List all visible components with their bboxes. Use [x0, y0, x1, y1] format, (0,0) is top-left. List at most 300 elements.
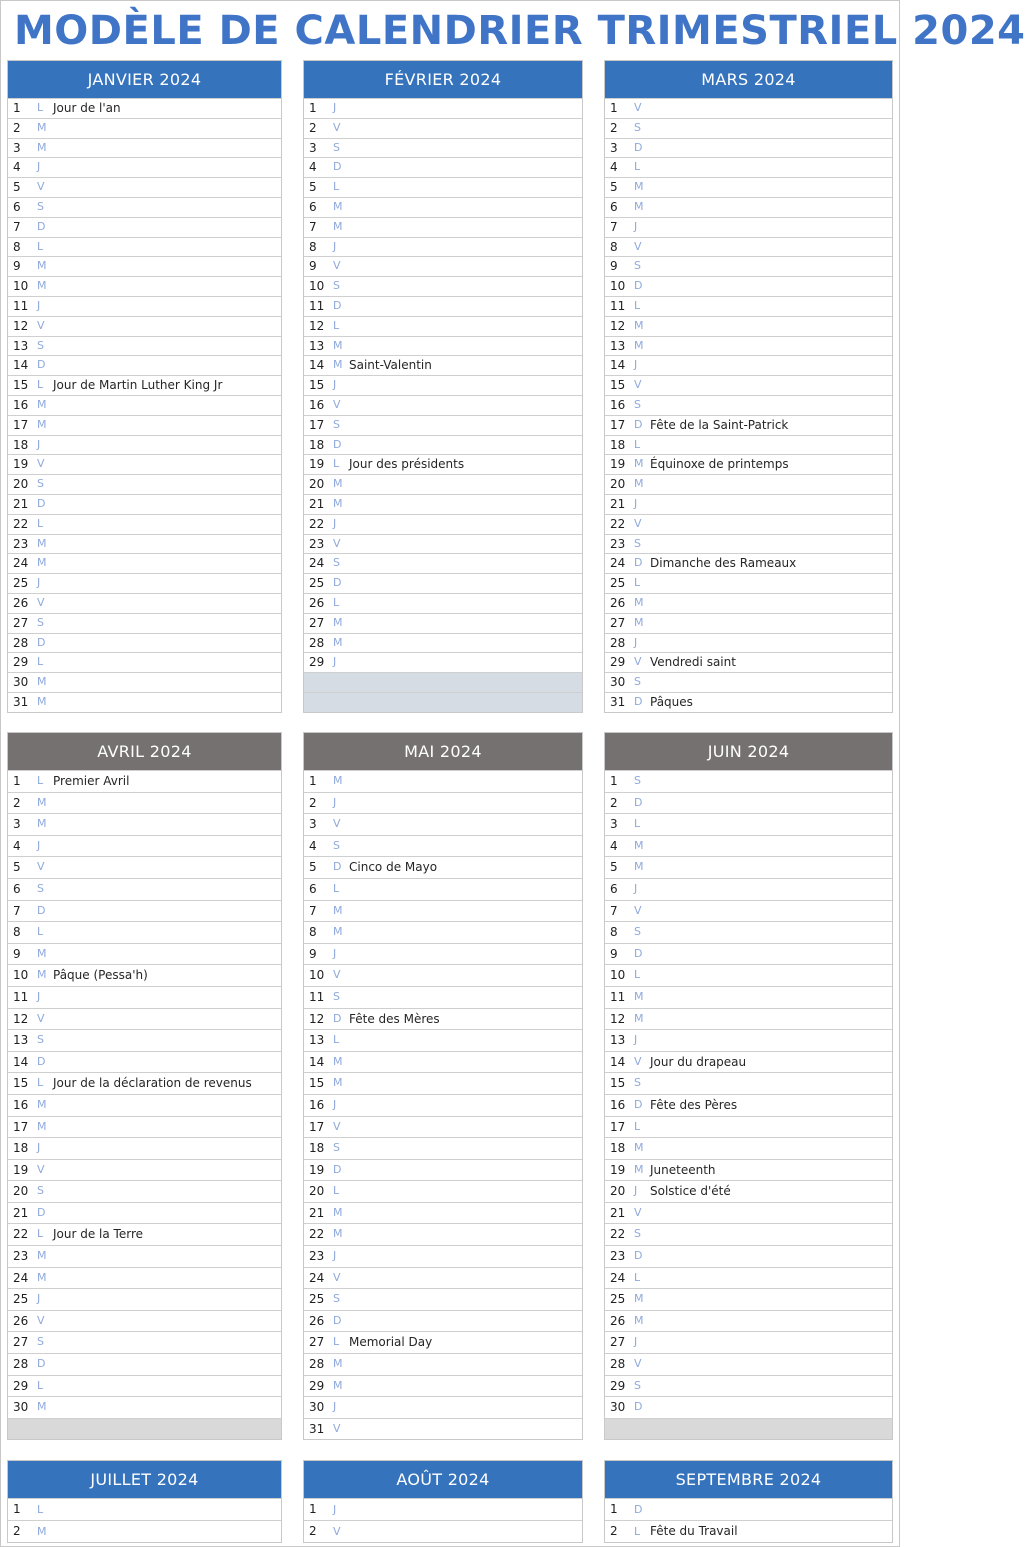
- day-row[interactable]: [304, 553, 582, 573]
- day-row[interactable]: [8, 1029, 281, 1051]
- day-row[interactable]: [304, 1331, 582, 1353]
- day-row[interactable]: [304, 900, 582, 922]
- day-row[interactable]: [8, 835, 281, 857]
- day-row[interactable]: [605, 943, 892, 965]
- day-of-week: V: [333, 817, 341, 831]
- day-row[interactable]: [8, 553, 281, 573]
- day-number: 5: [309, 860, 317, 875]
- day-number: 29: [610, 1378, 626, 1393]
- day-number: 4: [13, 160, 21, 175]
- day-of-week: J: [37, 160, 41, 174]
- day-row[interactable]: [304, 454, 582, 474]
- day-row[interactable]: [605, 197, 892, 217]
- day-row[interactable]: [8, 633, 281, 653]
- day-row[interactable]: [605, 921, 892, 943]
- day-row[interactable]: [304, 197, 582, 217]
- day-row[interactable]: [605, 494, 892, 514]
- holiday-label: Premier Avril: [53, 774, 130, 788]
- day-row[interactable]: [304, 856, 582, 878]
- day-row[interactable]: [605, 1310, 892, 1332]
- day-of-week: V: [634, 1205, 642, 1219]
- day-row[interactable]: [304, 177, 582, 197]
- day-of-week: J: [333, 378, 337, 392]
- day-row[interactable]: [304, 633, 582, 653]
- day-row[interactable]: [8, 1159, 281, 1181]
- day-row[interactable]: [304, 1051, 582, 1073]
- day-row[interactable]: [304, 813, 582, 835]
- day-row[interactable]: [8, 900, 281, 922]
- day-of-week: V: [634, 1054, 642, 1068]
- day-row[interactable]: [605, 454, 892, 474]
- day-row[interactable]: [304, 256, 582, 276]
- day-row[interactable]: [8, 1353, 281, 1375]
- day-row[interactable]: [304, 964, 582, 986]
- day-row[interactable]: [605, 375, 892, 395]
- day-number: 11: [13, 298, 29, 313]
- day-number: 9: [610, 259, 618, 274]
- day-of-week: S: [634, 1227, 641, 1241]
- day-row[interactable]: [8, 514, 281, 534]
- day-row[interactable]: [605, 553, 892, 573]
- day-row[interactable]: [8, 770, 281, 792]
- day-row[interactable]: [8, 355, 281, 375]
- day-number: 14: [13, 1054, 29, 1069]
- day-row[interactable]: [304, 986, 582, 1008]
- day-row[interactable]: [605, 1245, 892, 1267]
- day-row[interactable]: [304, 415, 582, 435]
- day-row[interactable]: [304, 375, 582, 395]
- day-number: 12: [610, 1011, 626, 1026]
- day-of-week: M: [634, 457, 644, 471]
- day-of-week: D: [333, 160, 342, 174]
- day-of-week: M: [333, 1076, 343, 1090]
- day-of-week: S: [634, 536, 641, 550]
- day-row[interactable]: [605, 1498, 892, 1520]
- day-row[interactable]: [605, 1094, 892, 1116]
- day-row[interactable]: [605, 1051, 892, 1073]
- day-row[interactable]: [8, 1094, 281, 1116]
- day-row[interactable]: [605, 835, 892, 857]
- day-row[interactable]: [605, 1223, 892, 1245]
- day-row[interactable]: [605, 900, 892, 922]
- day-row[interactable]: [8, 138, 281, 158]
- day-of-week: L: [37, 378, 44, 392]
- day-row[interactable]: [8, 237, 281, 257]
- day-number: 2: [610, 120, 618, 135]
- day-row[interactable]: [304, 514, 582, 534]
- holiday-label: Pâques: [650, 694, 693, 709]
- day-of-week: J: [37, 298, 41, 312]
- day-of-week: M: [333, 774, 343, 787]
- day-row[interactable]: [605, 593, 892, 613]
- day-of-week: V: [634, 655, 642, 669]
- day-of-week: J: [37, 1292, 41, 1306]
- day-row[interactable]: [304, 435, 582, 455]
- day-row[interactable]: [304, 276, 582, 296]
- day-of-week: M: [634, 318, 644, 332]
- day-number: 6: [610, 881, 618, 896]
- day-row[interactable]: [8, 1008, 281, 1030]
- day-number: 3: [13, 817, 21, 832]
- day-row[interactable]: [605, 792, 892, 814]
- day-number: 28: [309, 635, 325, 650]
- day-row[interactable]: [8, 1245, 281, 1267]
- day-row[interactable]: [605, 856, 892, 878]
- day-row[interactable]: [605, 276, 892, 296]
- day-row[interactable]: [8, 177, 281, 197]
- day-of-week: M: [37, 1525, 47, 1538]
- day-of-week: D: [333, 860, 342, 874]
- day-row[interactable]: [304, 878, 582, 900]
- day-row[interactable]: [8, 1310, 281, 1332]
- day-number: 25: [610, 576, 626, 591]
- holiday-label: Jour de la Terre: [53, 1227, 143, 1242]
- day-row[interactable]: [304, 1267, 582, 1289]
- day-row[interactable]: [605, 237, 892, 257]
- day-number: 28: [13, 1357, 29, 1372]
- day-row[interactable]: [605, 878, 892, 900]
- day-row[interactable]: [8, 1202, 281, 1224]
- day-row[interactable]: [605, 534, 892, 554]
- day-row[interactable]: [605, 633, 892, 653]
- day-number: 6: [13, 881, 21, 896]
- day-row[interactable]: [304, 1008, 582, 1030]
- day-of-week: J: [333, 655, 337, 669]
- day-row[interactable]: [605, 1520, 892, 1542]
- month-panel: [7, 60, 282, 713]
- day-number: 26: [309, 595, 325, 610]
- day-row[interactable]: [304, 613, 582, 633]
- day-row[interactable]: [605, 118, 892, 138]
- day-row[interactable]: [8, 986, 281, 1008]
- day-row[interactable]: [8, 1396, 281, 1418]
- day-row[interactable]: [605, 1267, 892, 1289]
- day-row[interactable]: [605, 964, 892, 986]
- day-row[interactable]: [605, 514, 892, 534]
- day-row[interactable]: [605, 336, 892, 356]
- day-row[interactable]: [605, 177, 892, 197]
- day-row[interactable]: [8, 573, 281, 593]
- day-row[interactable]: [605, 157, 892, 177]
- day-row[interactable]: [605, 1375, 892, 1397]
- day-row[interactable]: [8, 878, 281, 900]
- day-row[interactable]: [8, 652, 281, 672]
- day-row[interactable]: [605, 474, 892, 494]
- day-of-week: M: [333, 219, 343, 233]
- day-row[interactable]: [8, 1137, 281, 1159]
- day-row[interactable]: [304, 98, 582, 118]
- day-row[interactable]: [304, 157, 582, 177]
- day-row[interactable]: [8, 1375, 281, 1397]
- day-row[interactable]: [304, 1202, 582, 1224]
- day-number: 13: [13, 1033, 29, 1048]
- day-row[interactable]: [8, 1223, 281, 1245]
- day-number: 19: [610, 457, 626, 472]
- day-row[interactable]: [8, 1116, 281, 1138]
- day-row[interactable]: [304, 1223, 582, 1245]
- day-row[interactable]: [605, 1288, 892, 1310]
- day-row[interactable]: [304, 1498, 582, 1520]
- day-row[interactable]: [605, 1072, 892, 1094]
- day-row[interactable]: [304, 316, 582, 336]
- day-of-week: V: [333, 1270, 341, 1284]
- day-row[interactable]: [8, 672, 281, 692]
- day-row[interactable]: [605, 415, 892, 435]
- day-of-week: S: [634, 397, 641, 411]
- day-of-week: V: [37, 1313, 45, 1327]
- day-row[interactable]: [8, 98, 281, 118]
- day-of-week: S: [37, 199, 44, 213]
- day-of-week: V: [333, 1525, 341, 1538]
- day-row[interactable]: [8, 454, 281, 474]
- day-of-week: M: [37, 536, 47, 550]
- day-row[interactable]: [304, 1418, 582, 1440]
- day-number: 30: [13, 675, 29, 690]
- day-of-week: D: [37, 903, 46, 917]
- day-number: 2: [309, 1524, 317, 1538]
- day-number: 2: [13, 795, 21, 810]
- day-number: 8: [309, 239, 317, 254]
- day-number: 25: [309, 576, 325, 591]
- day-row[interactable]: [304, 1245, 582, 1267]
- day-of-week: S: [333, 838, 340, 852]
- day-row[interactable]: [605, 316, 892, 336]
- day-of-week: S: [634, 1378, 641, 1392]
- day-row[interactable]: [304, 217, 582, 237]
- day-row[interactable]: [304, 1072, 582, 1094]
- day-row[interactable]: [605, 672, 892, 692]
- day-row[interactable]: [605, 355, 892, 375]
- day-row[interactable]: [605, 395, 892, 415]
- day-number: 30: [610, 675, 626, 690]
- day-number: 11: [309, 298, 325, 313]
- day-row[interactable]: [8, 296, 281, 316]
- day-row[interactable]: [8, 1267, 281, 1289]
- day-of-week: M: [333, 1378, 343, 1392]
- day-number: 19: [309, 457, 325, 472]
- day-row[interactable]: [605, 573, 892, 593]
- day-of-week: D: [333, 576, 342, 590]
- day-number: 14: [309, 1054, 325, 1069]
- day-number: 27: [13, 615, 29, 630]
- day-number: 10: [610, 968, 626, 983]
- day-row[interactable]: [605, 770, 892, 792]
- day-of-week: S: [634, 774, 641, 787]
- day-number: 27: [610, 1335, 626, 1350]
- day-row[interactable]: [8, 613, 281, 633]
- day-of-week: L: [634, 298, 641, 312]
- day-number: 17: [13, 417, 29, 432]
- day-row[interactable]: [304, 652, 582, 672]
- day-number: 25: [610, 1292, 626, 1307]
- day-row[interactable]: [605, 435, 892, 455]
- day-row[interactable]: [605, 1008, 892, 1030]
- day-of-week: M: [37, 694, 47, 708]
- day-row[interactable]: [304, 1520, 582, 1542]
- day-row[interactable]: [304, 1137, 582, 1159]
- day-row[interactable]: [304, 336, 582, 356]
- day-row[interactable]: [605, 1116, 892, 1138]
- day-of-week: L: [333, 180, 340, 194]
- day-row[interactable]: [605, 1353, 892, 1375]
- day-row[interactable]: [8, 813, 281, 835]
- day-row[interactable]: [304, 1094, 582, 1116]
- day-row[interactable]: [605, 986, 892, 1008]
- day-row[interactable]: [304, 474, 582, 494]
- day-row[interactable]: [8, 1180, 281, 1202]
- day-of-week: M: [37, 140, 47, 154]
- day-row[interactable]: [605, 813, 892, 835]
- day-row[interactable]: [605, 652, 892, 672]
- day-row[interactable]: [8, 692, 281, 712]
- day-row[interactable]: [304, 792, 582, 814]
- day-row[interactable]: [8, 316, 281, 336]
- day-row[interactable]: [8, 921, 281, 943]
- day-row[interactable]: [8, 1072, 281, 1094]
- day-row[interactable]: [304, 770, 582, 792]
- day-row[interactable]: [605, 256, 892, 276]
- day-number: 25: [13, 1292, 29, 1307]
- day-row[interactable]: [8, 494, 281, 514]
- day-row[interactable]: [8, 276, 281, 296]
- day-number: 11: [309, 989, 325, 1004]
- empty-day-row: [8, 1418, 281, 1440]
- day-row[interactable]: [8, 856, 281, 878]
- day-number: 24: [309, 1270, 325, 1285]
- day-row[interactable]: [8, 792, 281, 814]
- day-row[interactable]: [304, 534, 582, 554]
- day-row[interactable]: [8, 943, 281, 965]
- day-row[interactable]: [605, 296, 892, 316]
- day-row[interactable]: [304, 1310, 582, 1332]
- day-of-week: S: [333, 1292, 340, 1306]
- day-row[interactable]: [8, 964, 281, 986]
- day-row[interactable]: [8, 435, 281, 455]
- day-of-week: J: [333, 516, 337, 530]
- day-number: 15: [610, 378, 626, 393]
- day-number: 22: [610, 516, 626, 531]
- day-row[interactable]: [304, 494, 582, 514]
- day-row[interactable]: [605, 692, 892, 712]
- day-of-week: L: [333, 1184, 340, 1198]
- day-of-week: L: [333, 1335, 340, 1349]
- day-number: 11: [610, 989, 626, 1004]
- day-row[interactable]: [304, 237, 582, 257]
- day-number: 21: [13, 496, 29, 511]
- day-row[interactable]: [304, 593, 582, 613]
- day-of-week: D: [333, 298, 342, 312]
- day-row[interactable]: [8, 1051, 281, 1073]
- day-row[interactable]: [8, 395, 281, 415]
- day-number: 3: [610, 140, 618, 155]
- day-row[interactable]: [304, 1353, 582, 1375]
- day-row[interactable]: [8, 118, 281, 138]
- day-row[interactable]: [8, 474, 281, 494]
- holiday-label: Fête des Pères: [650, 1097, 738, 1112]
- day-row[interactable]: [605, 613, 892, 633]
- day-of-week: D: [634, 1503, 643, 1516]
- day-number: 31: [610, 694, 626, 709]
- day-of-week: L: [37, 925, 44, 939]
- day-number: 20: [13, 477, 29, 492]
- day-row[interactable]: [605, 1180, 892, 1202]
- day-number: 8: [13, 239, 21, 254]
- day-row[interactable]: [304, 1375, 582, 1397]
- day-row[interactable]: [8, 1520, 281, 1542]
- day-row[interactable]: [8, 217, 281, 237]
- day-of-week: M: [634, 860, 644, 874]
- day-row[interactable]: [304, 573, 582, 593]
- day-number: 9: [309, 946, 317, 961]
- day-row[interactable]: [304, 118, 582, 138]
- day-row[interactable]: [8, 593, 281, 613]
- day-row[interactable]: [304, 138, 582, 158]
- day-of-week: D: [37, 1357, 46, 1371]
- day-number: 13: [610, 1033, 626, 1048]
- day-row[interactable]: [304, 1288, 582, 1310]
- day-row[interactable]: [304, 355, 582, 375]
- day-of-week: M: [333, 1205, 343, 1219]
- day-row[interactable]: [605, 1202, 892, 1224]
- day-of-week: J: [37, 437, 41, 451]
- day-row[interactable]: [304, 1159, 582, 1181]
- day-row[interactable]: [304, 395, 582, 415]
- day-row[interactable]: [8, 1331, 281, 1353]
- day-number: 17: [610, 417, 626, 432]
- day-row[interactable]: [8, 157, 281, 177]
- day-number: 14: [13, 358, 29, 373]
- day-of-week: D: [37, 1054, 46, 1068]
- day-number: 11: [13, 989, 29, 1004]
- day-row[interactable]: [605, 1137, 892, 1159]
- day-row[interactable]: [605, 217, 892, 237]
- day-row[interactable]: [304, 1029, 582, 1051]
- day-number: 4: [610, 838, 618, 853]
- day-of-week: L: [333, 1033, 340, 1047]
- day-row[interactable]: [304, 296, 582, 316]
- day-row[interactable]: [8, 1288, 281, 1310]
- day-row[interactable]: [304, 921, 582, 943]
- day-row[interactable]: [8, 336, 281, 356]
- day-number: 18: [13, 1141, 29, 1156]
- day-number: 13: [610, 338, 626, 353]
- day-row[interactable]: [8, 534, 281, 554]
- day-row[interactable]: [304, 1396, 582, 1418]
- month-panel: [7, 732, 282, 1440]
- holiday-label: Pâque (Pessa'h): [53, 968, 148, 983]
- day-row[interactable]: [605, 1396, 892, 1418]
- day-row[interactable]: [8, 197, 281, 217]
- day-row[interactable]: [304, 1180, 582, 1202]
- day-row[interactable]: [304, 835, 582, 857]
- day-row[interactable]: [8, 415, 281, 435]
- day-row[interactable]: [304, 943, 582, 965]
- holiday-label: Fête des Mères: [349, 1011, 440, 1026]
- day-row[interactable]: [8, 256, 281, 276]
- day-row[interactable]: [304, 1116, 582, 1138]
- day-number: 27: [309, 1335, 325, 1350]
- day-of-week: J: [333, 1503, 337, 1516]
- day-row[interactable]: [8, 375, 281, 395]
- day-row[interactable]: [605, 1331, 892, 1353]
- day-number: 30: [309, 1400, 325, 1415]
- day-row[interactable]: [605, 1029, 892, 1051]
- day-number: 21: [610, 1205, 626, 1220]
- day-row[interactable]: [8, 1498, 281, 1520]
- day-row[interactable]: [605, 138, 892, 158]
- day-row[interactable]: [605, 98, 892, 118]
- day-row[interactable]: [605, 1159, 892, 1181]
